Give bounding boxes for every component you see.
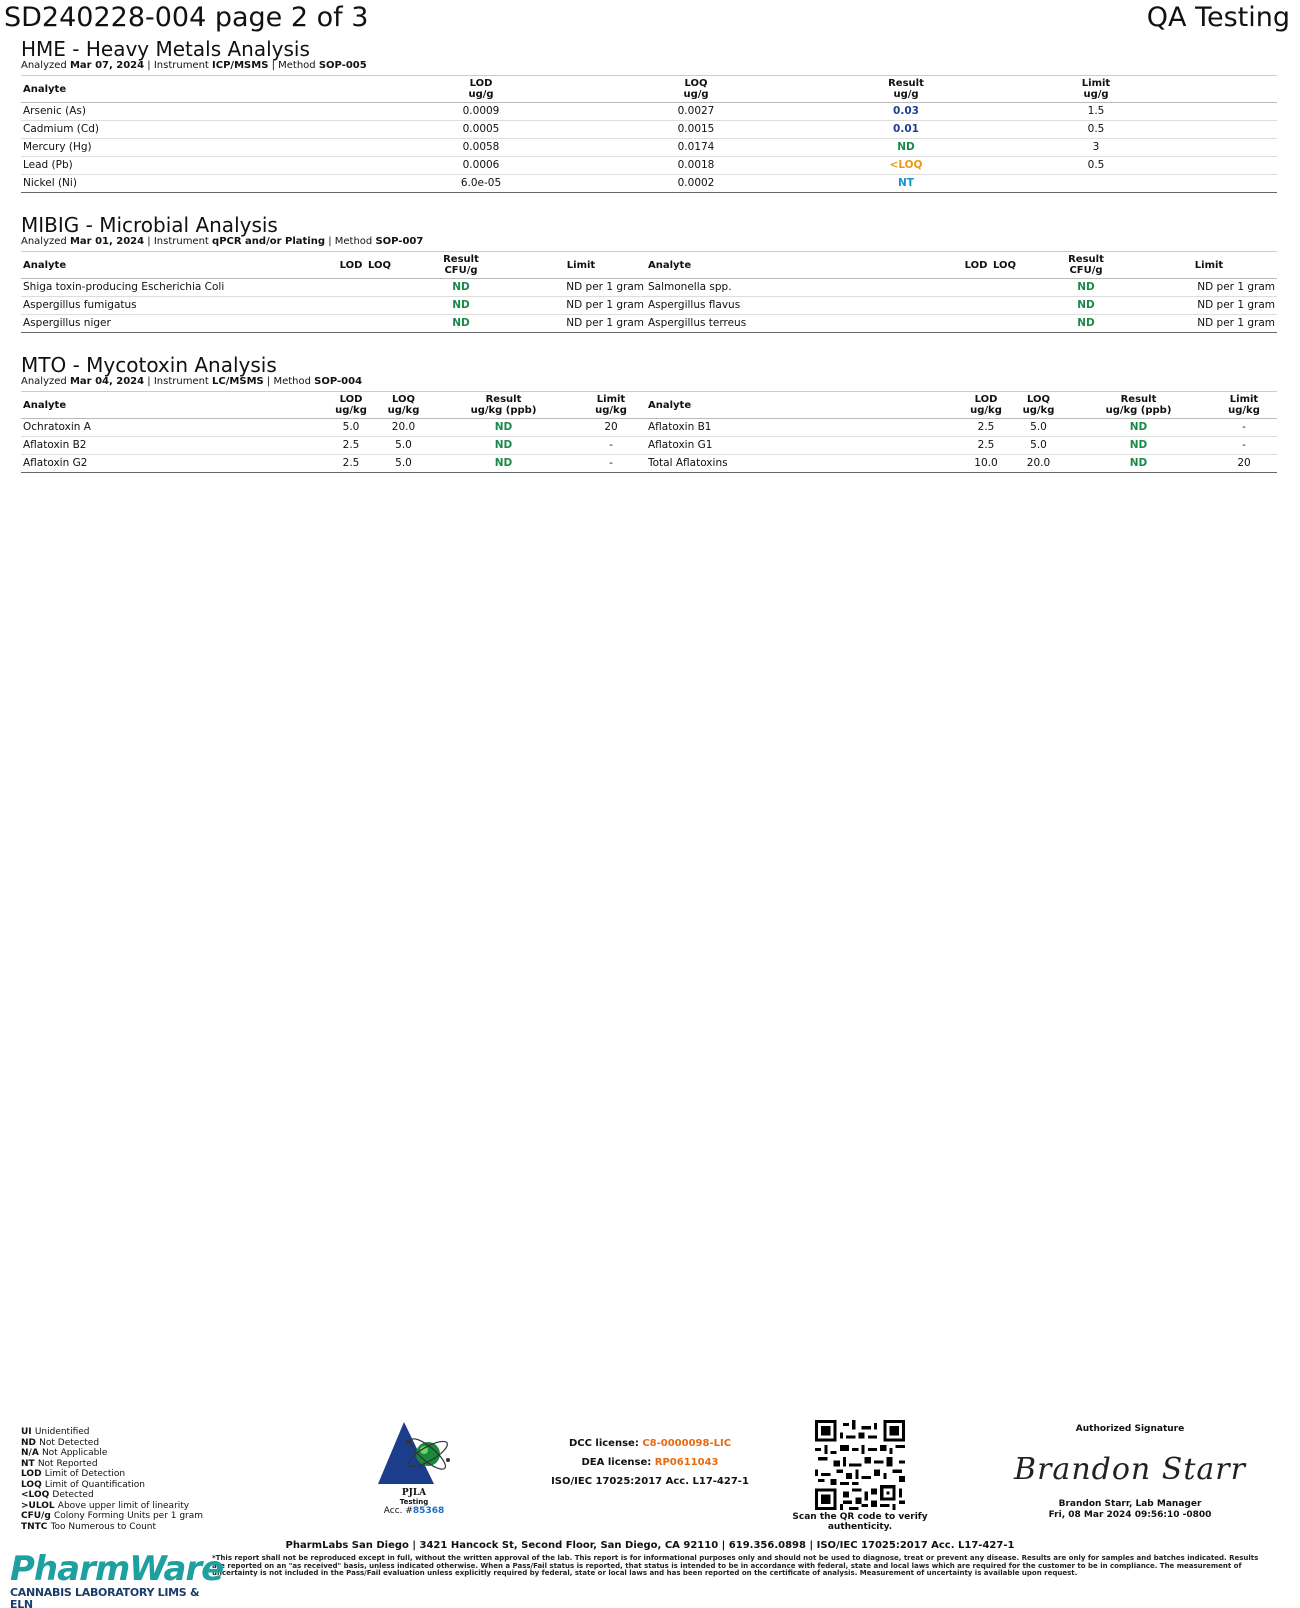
table-row: Aspergillus fumigatus ND ND per 1 gram Aspergillus flavus ND ND per 1 gram [21,297,1277,315]
mibig-section [21,214,1277,333]
mto-section [21,354,1277,473]
result-value: NT [811,175,1001,193]
col-analyte: Analyte [23,83,67,95]
table-row: Mercury (Hg) 0.0058 0.0174 ND 3 [21,139,1277,157]
qr-caption: Scan the QR code to verify authenticity. [792,1512,928,1532]
result-value: <LOQ [811,157,1001,175]
table-row: Shiga toxin-producing Escherichia Coli ND ND per 1 gram Salmonella spp. ND ND per 1 gram [21,279,1277,297]
legend-item: LOD Limit of Detection [21,1469,126,1479]
legend-item: >ULOL Above upper limit of linearity [21,1500,190,1511]
section-meta: Analyzed Mar 07, 2024 | Instrument ICP/MSMS | Method SOP-005 [21,60,367,71]
signer-name: Brandon Starr, Lab Manager [1058,1499,1202,1509]
report-type: QA Testing [1146,2,1290,33]
section-title: MIBIG - Microbial Analysis [21,213,278,237]
result-value: 0.01 [811,121,1001,139]
qr-code-icon[interactable] [815,1420,905,1510]
mibig-table: Analyte LOD LOQ Result CFU/g Limit Analyte LOD LOQ Result CFU/g Limit Shiga toxin-producing Escherichia Coli ND ND per 1 gram Salmonella spp. ND ND per 1 gram Aspergillus fumigatus ND ND per 1 gram Aspergillus flavus ND ND per 1 gram Aspergillus niger ND ND per 1 gram Aspergillus terreus ND ND per 1 gram [21,251,1277,333]
col-lod: LOD ug/g [468,78,494,100]
legend-item: NT Not Reported [21,1458,98,1469]
legend-item: N/A Not Applicable [21,1448,108,1458]
table-row: Aflatoxin G2 2.5 5.0 ND - Total Aflatoxins 10.0 20.0 ND 20 [21,455,1277,473]
pjla-logo-icon [374,1420,454,1486]
signature-date: Fri, 08 Mar 2024 09:56:10 -0800 [1048,1510,1212,1520]
result-value: 0.03 [811,103,1001,121]
col-limit: Limit ug/g [1081,78,1111,100]
section-meta: Analyzed Mar 04, 2024 | Instrument LC/MSMS | Method SOP-004 [21,376,363,387]
hme-table [21,75,1277,193]
legend-item: LOQ Limit of Quantification [21,1479,145,1490]
table-row: Nickel (Ni) 6.0e-05 0.0002 NT [21,175,1277,193]
table-row: Lead (Pb) 0.0006 0.0018 <LOQ 0.5 [21,157,1277,175]
legend-item: CFU/g Colony Forming Units per 1 gram [21,1511,204,1521]
section-title: HME - Heavy Metals Analysis [21,37,310,61]
table-row: Aspergillus niger ND ND per 1 gram Aspergillus terreus ND ND per 1 gram [21,315,1277,333]
legend-item: UI Unidentified [21,1427,90,1437]
report-page-title: SD240228-004 page 2 of 3 [4,2,369,33]
page-header [4,2,1290,38]
logo-tagline: CANNABIS LABORATORY LIMS & ELN [10,1586,200,1608]
handwritten-signature: Brandon Starr [1014,1452,1246,1487]
table-row: Arsenic (As) 0.0009 0.0027 0.03 1.5 [21,103,1277,121]
signature-block [1010,1424,1250,1521]
legend-item: ND Not Detected [21,1437,100,1448]
disclaimer: *This report shall not be reproduced except in full, without the written approval of the lab. This report is for informational purposes only and should not be used to diagnose, treat or prevent any disease. Results are only for samples and batches indicated. Results are reported on an "as received" basis, unless indicated otherwise. When a Pass/Fail status is reported, that status is intended to be in accordance with federal, state and local laws which are required for the customer to be in compliance. The measurement of uncertainty is not included in the Pass/Fail evaluation unless explicitly required by federal, state or local laws and has been reported on the certificate of analysis. Measurement of uncertainty is available upon request. [212,1554,1259,1577]
lab-address: PharmLabs San Diego | 3421 Hancock St, Second Floor, San Diego, CA 92110 | 619.356.0898 | ISO/IEC 17025:2017 Acc. L17-427-1 [285,1540,1015,1551]
section-title: MTO - Mycotoxin Analysis [21,353,277,377]
abbreviation-legend [21,1427,203,1532]
signature-label: Authorized Signature [1075,1424,1185,1434]
mto-table: Analyte LOD ug/kg LOQ ug/kg Result ug/kg (ppb) Limit ug/kg Analyte LOD ug/kg LOQ ug/kg Result ug/kg (ppb) Limit ug/kg Ochratoxin A 5.0 20.0 ND 20 Aflatoxin B1 2.5 5.0 ND - Aflatoxin B2 2.5 5.0 ND - Aflatoxin G1 2.5 5.0 ND - Aflatoxin G2 2.5 5.0 ND - Total Aflatoxins 10.0 20.0 ND 20 [21,391,1277,473]
col-result: Result ug/g [888,78,924,100]
pharmware-logo [10,1549,224,1608]
table-row: Ochratoxin A 5.0 20.0 ND 20 Aflatoxin B1 2.5 5.0 ND - [21,419,1277,437]
license-info: DCC license: C8-0000098-LIC DEA license: RP0611043 ISO/IEC 17025:2017 Acc. L17-427-1 [551,1438,749,1487]
section-meta: Analyzed Mar 01, 2024 | Instrument qPCR and/or Plating | Method SOP-007 [21,236,424,247]
hme-section [21,38,1277,193]
col-loq: LOQ ug/g [683,78,709,100]
logo-wordmark: PharmWare [10,1549,224,1589]
pjla-accreditation: PJLA Testing Acc. #85368 [374,1420,454,1516]
table-row: Cadmium (Cd) 0.0005 0.0015 0.01 0.5 [21,121,1277,139]
legend-item: <LOQ Detected [21,1490,94,1500]
legend-item: TNTC Too Numerous to Count [21,1521,157,1532]
table-row: Aflatoxin B2 2.5 5.0 ND - Aflatoxin G1 2.5 5.0 ND - [21,437,1277,455]
result-value: ND [811,139,1001,157]
